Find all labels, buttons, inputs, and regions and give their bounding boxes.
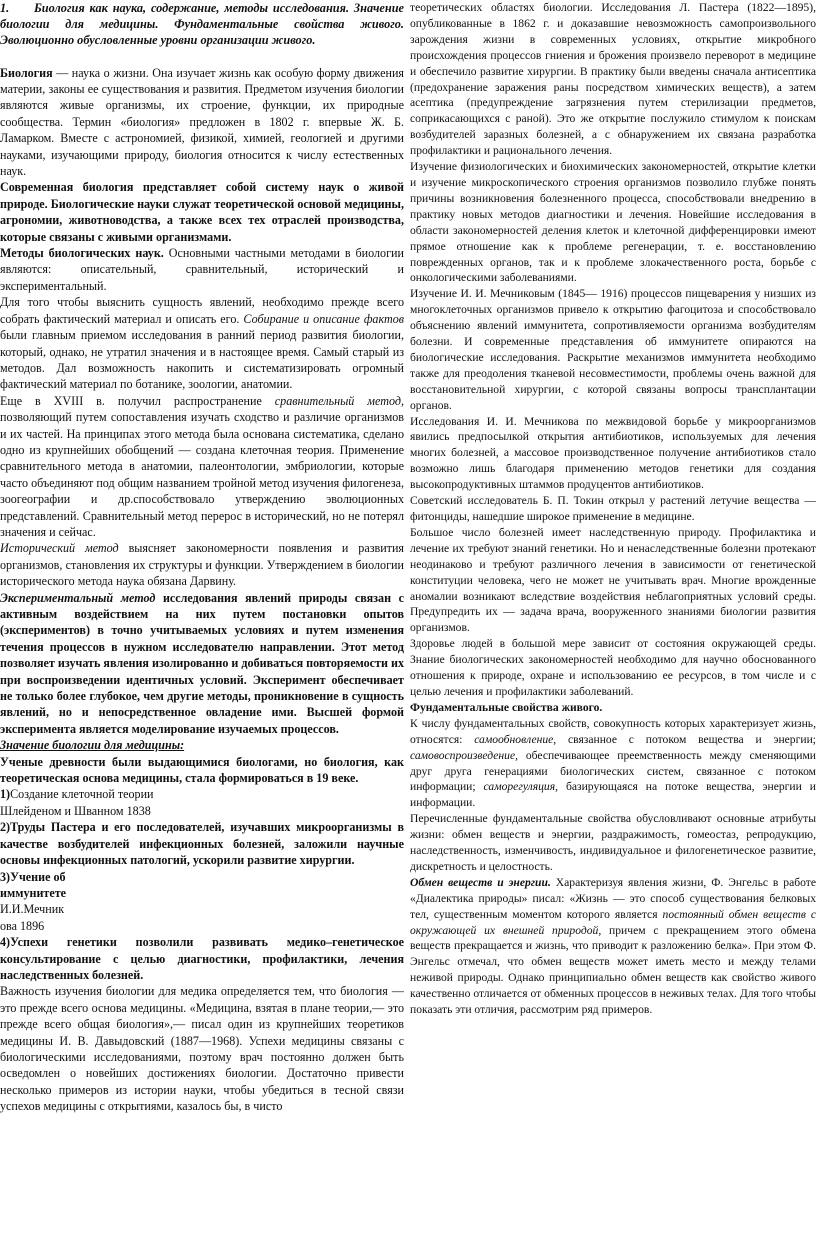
- list-item-1: 1)Создание клеточной теории: [0, 787, 154, 802]
- left-column: [0, 0, 404, 1242]
- paragraph-physiology: Изучение физиологических и биохимических закономерностей, открытие клетки и изучение микроскопического строения организмов позволило глубже понять причины возникновения болезненного процесса, способствовали внедрению в практику новых методов диагностики и лечения. Новейшие исследования в области закономерностей деления клеток и клеточной дифференцировки имеют прямое отношение как к проблеме регенерации, т. е. восстановлению поврежденных органов, так и к проблеме злокачественного роста, борьбе с онкологическими заболеваниями.: [410, 160, 816, 285]
- list-item-2: 2)Труды Пастера и его последователей, изучавших микроорганизмы в качестве возбудителей инфекционных болезней, заложили научные основы инфекционных патологий, ускорили развитие хирургии.: [0, 820, 404, 868]
- section-title: [0, 0, 404, 49]
- section-title-text: Биология как наука, содержание, методы исследования. Значение биологии для медицины. Фундаментальные свойства живого. Эволюционно обусловленные уровни организации живого.: [0, 1, 404, 48]
- paragraph-antibiotics: Исследования И. И. Мечникова по межвидовой борьбе у микроорганизмов явились предпосылкой открытия антибиотиков, используемых для лечения многих болезней, а массовое производственное получение антибиотиков стало возможно лишь благодаря применению методов генетики для создания высокопродуктивных штаммов продуцентов антибиотиков.: [410, 414, 816, 492]
- paragraph-modern-biology: Современная биология представляет собой систему наук о живой природе. Биологические науки служат теоретической основой медицины, агрономии, животноводства, а также всех тех отраслей производства, которые связаны с живыми организмами.: [0, 180, 404, 244]
- list-item-3-line2: иммунитете: [0, 885, 67, 900]
- paragraph-attributes: Перечисленные фундаментальные свойства обусловливают основные атрибуты жизни: обмен веществ и энергии, раздражимость, гомеостаз, репродукцию, наследственность, изменчивость, индивидуальное и филогенетическое развитие, дискретность и целостность.: [410, 812, 816, 873]
- paragraph-methods: Методы биологических наук. Основными частными методами в биологии являются: описательный, сравнительный, исторический и экспериментальный.: [0, 246, 404, 293]
- paragraph-importance: Важность изучения биологии для медика определяется тем, что биология — это прежде всего основа медицины. «Медицина, взятая в плане теории,— это прежде всего общая биология»,— писал один из крупнейших теоретиков медицины И. В. Давыдовский (1887—1968). Успехи медицины связаны с биологическими исследованиями, поэтому врач постоянно должен быть осведомлен о новейших достижениях биологии. Достаточно привести несколько примеров из истории науки, чтобы убедиться в тесной связи успехов медицины с открытиями, казалось бы, в чисто: [0, 984, 404, 1114]
- term-biology: Биология: [0, 65, 53, 80]
- paragraph-ancient-scientists: Ученые древности были выдающимися биологами, но биология, как теоретическая основа медицины, стала формироваться в 19 веке.: [0, 754, 404, 786]
- right-column: [410, 0, 816, 1242]
- term-metabolism: Обмен веществ и энергии.: [410, 875, 551, 889]
- paragraph-experimental-method: Экспериментальный метод исследования явлений природы связан с активным воздействием на них путем постановки опытов (экспериментов) в точно учитываемых условиях и путем изменения течения процессов в нужном исследователю направлении. Этот метод позволяет изучать явления изолированно и добиваться повторяемости их при воспроизведении идентичных условий. Эксперимент обеспечивает не только более глубокое, чем другие методы, проникновение в сущность явлений, но и непосредственное овладение ими. Высшей формой эксперимента является моделирование изучаемых процессов.: [0, 590, 404, 736]
- paragraph-descriptive-method: Для того чтобы выяснить сущность явлений, необходимо прежде всего собрать фактический материал и описать его. Собирание и описание фактов были главным приемом исследования в ранний период развития биологии, который, однако, не утратил значения и в настоящее время. Самый старый из методов. Дал возможность накопить и систематизировать огромный фактический материал по ботанике, зоологии, анатомии.: [0, 295, 404, 392]
- paragraph-mechnikov-immunity: Изучение И. И. Мечниковым (1845— 1916) процессов пищеварения у низших из многоклеточных организмов привело к открытию фагоцитоза и способствовало объяснению явлений иммунитета, сопротивляемости организма возбудителям болезни. И современные представления об иммунитете опираются на биологические исследования. Раскрытие механизмов иммунитета необходимо также для преодоления тканевой несовместимости, проблемы очень важной для восстановительной хирургии, с которой связаны вопросы трансплантации органов.: [410, 287, 816, 412]
- paragraph-comparative-method: Еще в XVIII в. получил распространение сравнительный метод, позволяющий путем сопоставления изучать сходство и различие организмов и их частей. На принципах этого метода была основана систематика, сделано одно из крупнейших обобщений — создана клеточная теория. Применение сравнительного метода в анатомии, палеонтологии, эмбриологии, которые часто объединяют под общим названием тройной метод изучения филогенеза, зоогеографии и др.способствовало утверждению эволюционных представлений. Сравнительный метод перерос в исторический, но не потерял значения и сейчас.: [0, 393, 404, 539]
- list-item-3-line3: И.И.Мечник: [0, 902, 65, 917]
- paragraph-phytoncides: Советский исследователь Б. П. Токин открыл у растений летучие вещества — фитонциды, нашедшие широкое применение в медицине.: [410, 494, 816, 523]
- heading-fundamental-properties: Фундаментальные свойства живого.: [410, 700, 603, 714]
- paragraph-historical-method: Исторический метод выясняет закономерности появления и развития организмов, становления их структуры и функции. Утверждением в биологии исторического метода наука обязана Дарвину.: [0, 541, 404, 589]
- paragraph-pasteur: теоретических областях биологии. Исследования Л. Пастера (1822—1895), опубликованные в 1862 г. и доказавшие невозможность самопроизвольного зарождения жизни в современных условиях, открытие микробного происхождения процессов гниения и брожения произвело переворот в медицине и обеспечило развитие хирургии. В практику были введены сначала антисептика (предохранение заражения раны посредством химических веществ), а затем асептика (предупреждение загрязнения путем стерилизации предметов, соприкасающихся с раной). Это же открытие послужило стимулом к поискам возбудителей заразных болезней, а с обнаружением их связана разработка профилактики и рационального лечения.: [410, 1, 816, 158]
- list-item-4: 4)Успехи генетики позволили развивать медико–генетическое консультирование с целью диагностики, профилактики, лечения наследственных болезней.: [0, 935, 404, 982]
- paragraph-metabolism: Обмен веществ и энергии. Характеризуя явления жизни, Ф. Энгельс в работе «Диалектика природы» писал: «Жизнь — это способ существования белковых тел, существенным моментом которого является постоянный обмен веществ с окружающей их внешней природой, причем с прекращением этого обмена веществ прекращается и жизнь, что приводит к разложению белка». При этом Ф. Энгельс отмечал, что обмен веществ может иметь место и между телами неживой природы. Однако принципиально обмен веществ как свойство живого качественно отличается от обменных процессов в неживых телах. Для того чтобы показать эти отличия, рассмотрим ряд примеров.: [410, 875, 816, 1017]
- list-item-1-cont: Шлейденом и Шванном 1838: [0, 803, 151, 818]
- term-methods: Методы биологических наук.: [0, 246, 164, 261]
- paragraph-biology-definition: Биология — наука о жизни. Она изучает жизнь как особую форму движения материи, законы ее существования и развития. Предметом изучения биологии являются живые организмы, их строение, функции, их природные сообщества. Термин «биология» предложен в 1802 г. впервые Ж. Б. Ламарком. Вместе с астрономией, физикой, химией, геологией и другими науками, изучающими природу, биология относится к числу естественных наук.: [0, 65, 404, 179]
- paragraph-environment: Здоровье людей в большой мере зависит от состояния окружающей среды. Знание биологических закономерностей необходимо для научно обоснованного отношения к природе, охране и использованию ее ресурсов, в том числе и с целью лечения и профилактики заболеваний.: [410, 637, 816, 698]
- list-item-3: 3)Учение об: [0, 869, 66, 884]
- section-number: 1.: [0, 1, 10, 15]
- paragraph-fundamental-properties: К числу фундаментальных свойств, совокупность которых характеризует жизнь, относятся: самообновление, связанное с потоком вещества и энергии; самовоспроизведение, обеспечивающее преемственность между сменяющими друг друга генерациями биологических систем, связанное с потоком информации; саморегуляция, базирующаяся на потоке вещества, энергии и информации.: [410, 716, 816, 810]
- heading-medicine: Значение биологии для медицины:: [0, 738, 185, 753]
- paragraph-heredity: Большое число болезней имеет наследственную природу. Профилактика и лечение их требуют знаний генетики. Но и ненаследственные болезни протекают неодинаково и требуют различного лечения в зависимости от генетической конституции человека, чего не может не учитывать врач. Многие врожденные аномалии возникают вследствие воздействия неблагоприятных условий среды. Предупредить их — задача врача, вооруженного знаниями биологии развития организмов.: [410, 525, 816, 635]
- list-item-3-line4: ова 1896: [0, 918, 45, 933]
